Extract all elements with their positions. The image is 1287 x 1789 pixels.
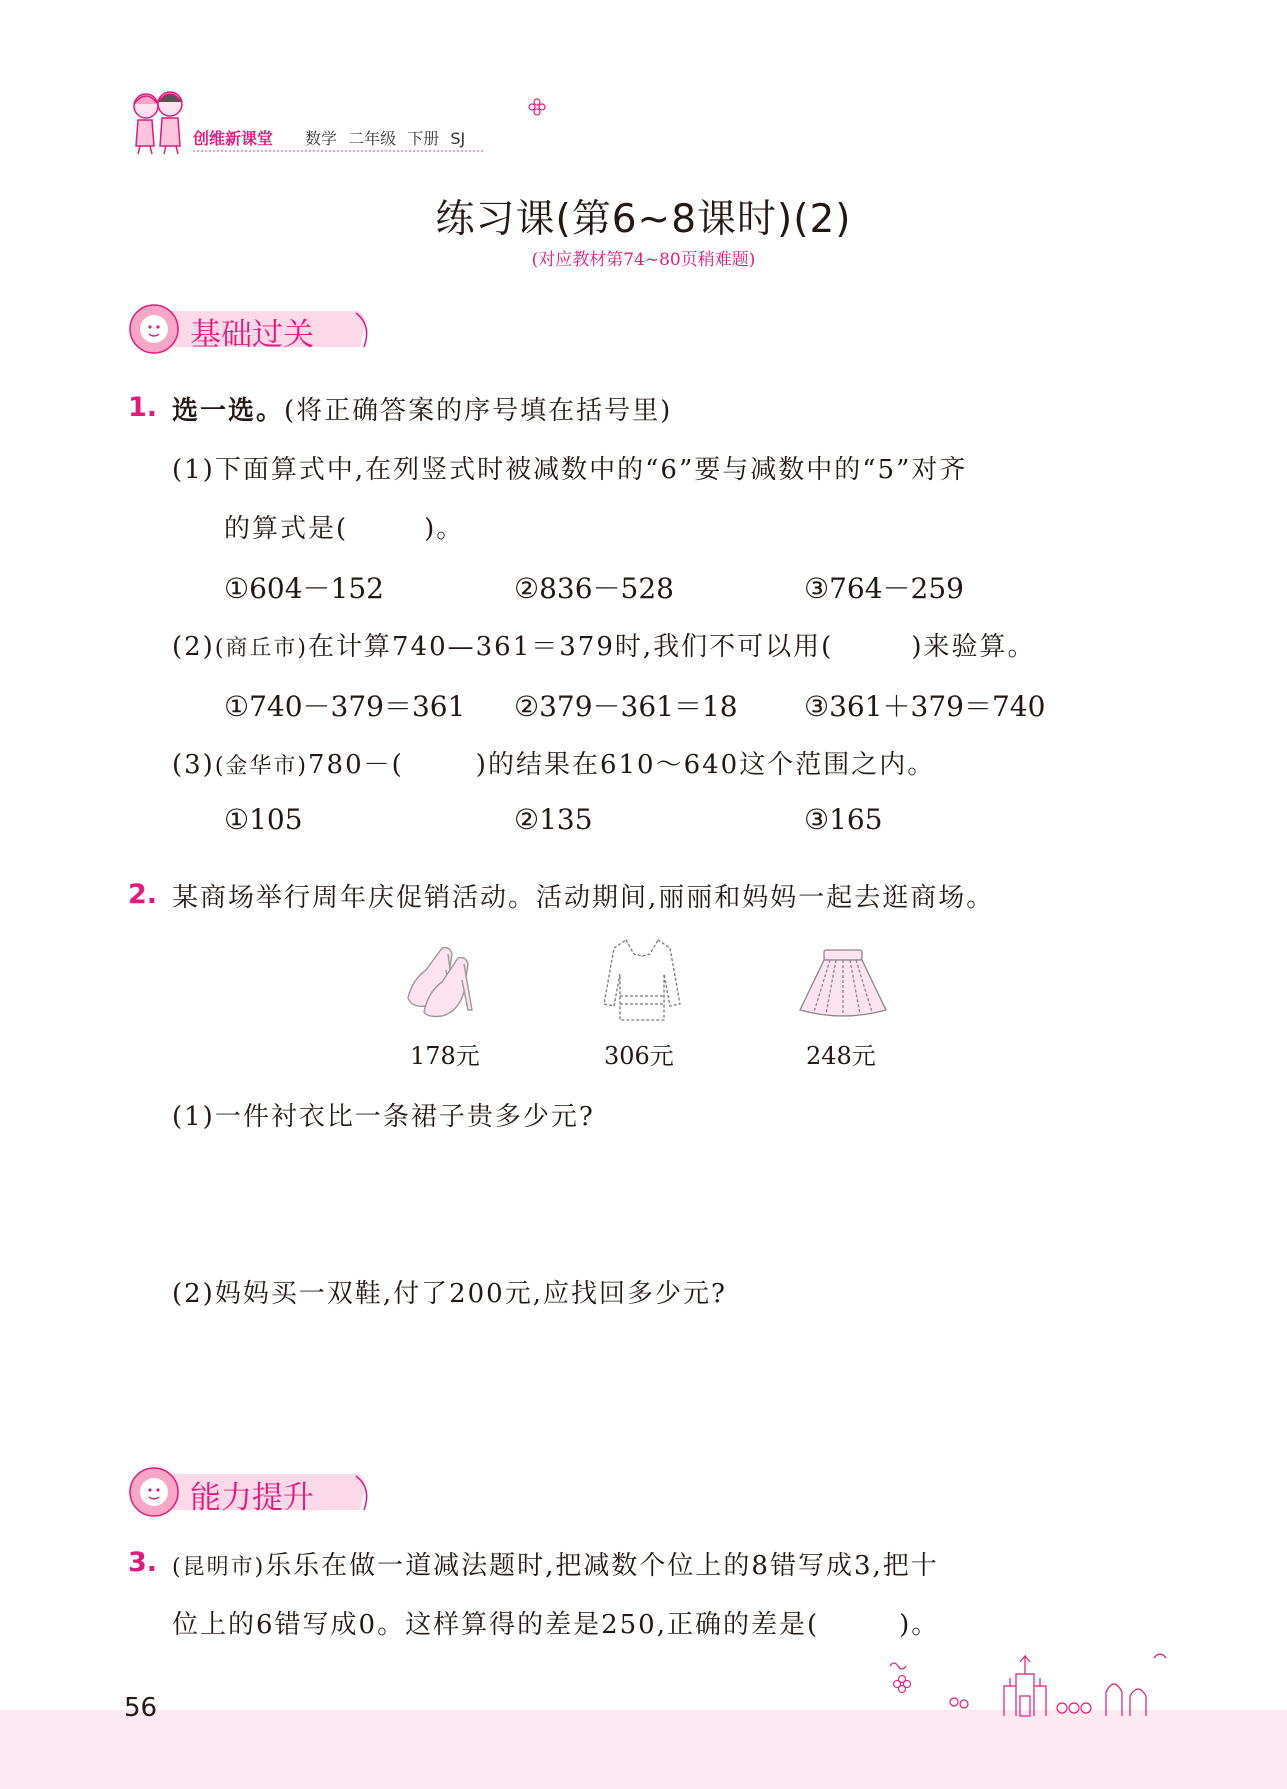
book-meta xyxy=(305,126,465,149)
series-name: 创维新课堂 xyxy=(193,129,274,148)
option: ③165 xyxy=(804,803,883,836)
term: 下册 xyxy=(407,129,440,148)
q1-sub3-text-pre: 780－( xyxy=(308,750,404,780)
flower-icon xyxy=(892,1674,912,1694)
option: ③764－259 xyxy=(804,572,964,605)
q1-sub3-region: (金华市) xyxy=(214,754,309,779)
header-dotted-line xyxy=(193,150,483,152)
page-number: 56 xyxy=(124,1693,158,1723)
grade: 二年级 xyxy=(348,129,397,148)
footer-band xyxy=(0,1710,1287,1789)
q3-text-b-post: )。 xyxy=(899,1610,940,1640)
option: ③361＋379＝740 xyxy=(804,690,1046,723)
q1-hint: (将正确答案的序号填在括号里) xyxy=(284,396,673,426)
section-title-basic: 基础过关 xyxy=(190,317,314,353)
q2-text: 某商场举行周年庆促销活动。活动期间,丽丽和妈妈一起去逛商场。 xyxy=(172,883,995,913)
q3-region: (昆明市) xyxy=(172,1555,266,1580)
header-kids-icon xyxy=(126,86,192,156)
q1-heading xyxy=(172,390,672,427)
q1-sub3-label: (3) xyxy=(172,750,215,780)
option: ①105 xyxy=(224,803,303,836)
q1-sub2-text-post: )来验算。 xyxy=(911,632,1036,662)
q2-sub1-answer-space[interactable] xyxy=(172,1140,1132,1250)
q3-text-a: 乐乐在做一道减法题时,把减数个位上的8错写成3,把十 xyxy=(265,1551,939,1581)
option: ①740－379＝361 xyxy=(224,690,466,723)
price-shirt: 306元 xyxy=(604,1042,674,1070)
option: ②836－528 xyxy=(514,572,674,605)
section-banner-advanced xyxy=(128,1466,373,1518)
q1-sub2-label: (2) xyxy=(172,632,215,662)
q2-sub2: (2)妈妈买一双鞋,付了200元,应找回多少元? xyxy=(172,1279,727,1309)
q1-sub1-text-b-pre: 的算式是( xyxy=(224,514,349,544)
q2-number: 2. xyxy=(128,879,158,910)
q3-line2 xyxy=(172,1604,939,1641)
q1-sub1-line1 xyxy=(172,449,967,486)
q1-sub2-line xyxy=(172,626,1035,663)
page-subtitle: (对应教材第74~80页稍难题) xyxy=(531,250,756,270)
q3-text-b-pre: 位上的6错写成0。这样算得的差是250,正确的差是( xyxy=(172,1610,820,1640)
option: ①604－152 xyxy=(224,572,384,605)
q2-sub1: (1)一件衬衣比一条裙子贵多少元? xyxy=(172,1102,595,1132)
q1-sub3-line xyxy=(172,744,935,781)
option: ②379－361＝18 xyxy=(514,690,738,723)
skirt-icon xyxy=(796,944,890,1024)
q1-sub1-text-a: 下面算式中,在列竖式时被减数中的“6”要与减数中的“5”对齐 xyxy=(214,455,968,485)
q1-sub2-region: (商丘市) xyxy=(214,636,309,661)
q1-title: 选一选。 xyxy=(172,396,285,426)
price-skirt: 248元 xyxy=(806,1042,876,1070)
q1-sub1-label: (1) xyxy=(172,455,215,485)
option: ②135 xyxy=(514,803,593,836)
section-banner-basic xyxy=(128,303,373,355)
high-heels-icon xyxy=(402,940,492,1020)
q2-sub2-answer-space[interactable] xyxy=(172,1317,1132,1457)
q1-sub1-line2 xyxy=(224,508,464,545)
section-title-advanced: 能力提升 xyxy=(190,1480,314,1516)
castle-decoration-icon xyxy=(884,1646,1174,1718)
q3-number: 3. xyxy=(128,1547,158,1578)
q1-number: 1. xyxy=(128,392,158,423)
page-title: 练习课(第6~8课时)(2) xyxy=(435,197,852,242)
subject: 数学 xyxy=(305,129,338,148)
shirt-icon xyxy=(600,934,684,1028)
q1-sub1-text-b-post: )。 xyxy=(424,514,465,544)
edition: SJ xyxy=(450,129,466,148)
q1-sub3-text-post: )的结果在610～640这个范围之内。 xyxy=(475,750,936,780)
flower-icon xyxy=(528,98,546,116)
q1-sub2-text-pre: 在计算740—361＝379时,我们不可以用( xyxy=(308,632,834,662)
q3-line1 xyxy=(172,1545,939,1582)
price-shoes: 178元 xyxy=(410,1042,480,1070)
